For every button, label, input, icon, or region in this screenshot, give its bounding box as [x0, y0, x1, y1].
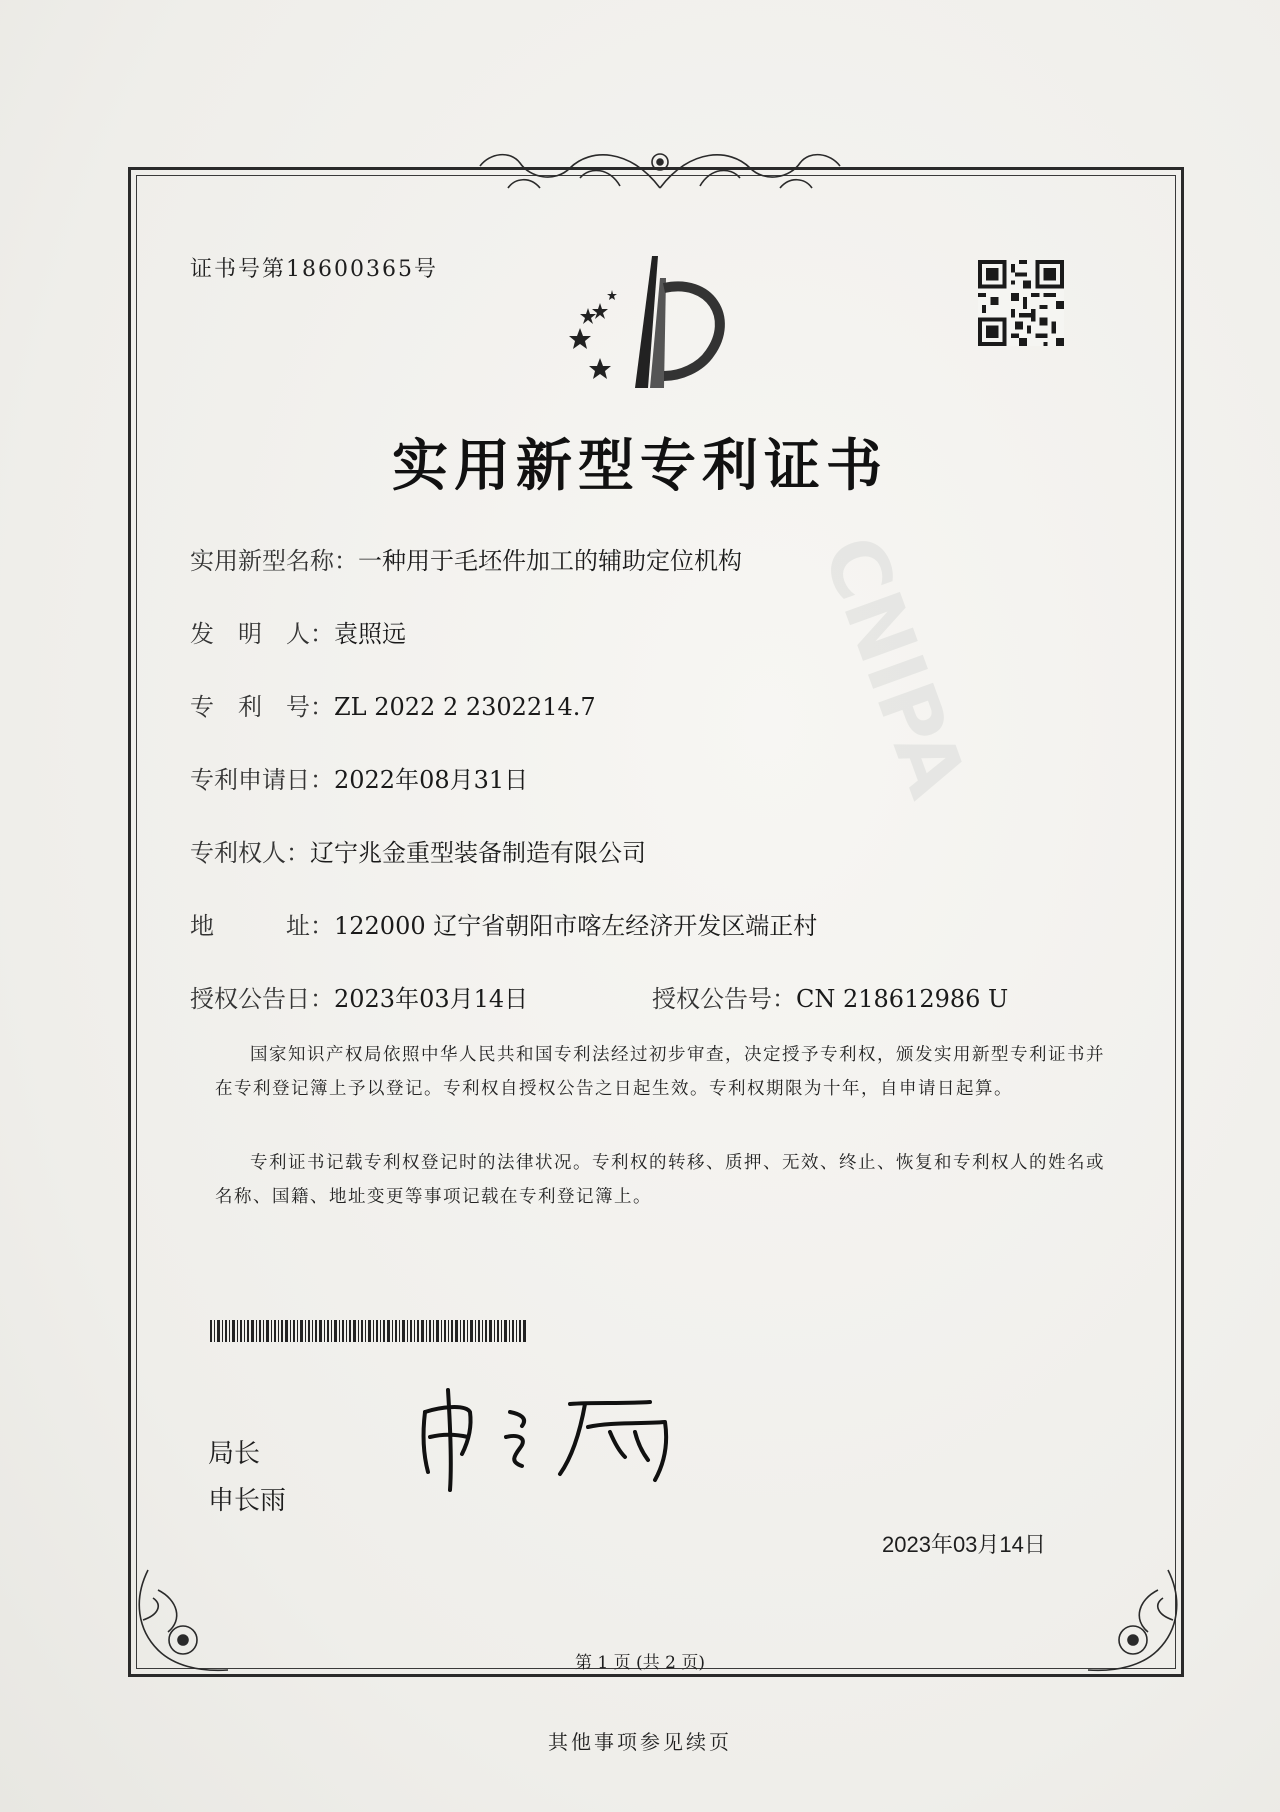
- field-label: 专 利 号：: [190, 693, 334, 721]
- field-value: 袁照远: [334, 620, 406, 648]
- field-grant-date: [190, 979, 528, 1014]
- field-label: 授权公告号：: [652, 985, 796, 1013]
- signature-icon: [410, 1382, 680, 1492]
- signature-date: 2023年03月14日: [882, 1532, 1046, 1557]
- field-label: 地 址：: [190, 912, 334, 940]
- field-address: [190, 906, 817, 941]
- watermark: CNIPA: [804, 524, 984, 809]
- field-value: 2023年03月14日: [334, 985, 529, 1013]
- certificate-title: 实用新型专利证书: [392, 433, 888, 499]
- field-label: 授权公告日：: [190, 985, 334, 1013]
- statement-paragraph-2: 专利证书记载专利权登记时的法律状况。专利权的转移、质押、无效、终止、恢复和专利权人的姓名或名称、国籍、地址变更等事项记载在专利登记簿上。: [215, 1153, 1105, 1207]
- page-indicator: 第 1 页 (共 2 页): [575, 1653, 705, 1673]
- field-label: 实用新型名称：: [190, 547, 358, 575]
- continuation-note: 其他事项参见续页: [548, 1730, 732, 1754]
- field-grant-publication-number: [652, 979, 1008, 1014]
- field-patentee: [190, 833, 646, 868]
- field-label: 专利申请日：: [190, 766, 334, 794]
- field-value: 辽宁兆金重型装备制造有限公司: [310, 839, 646, 867]
- field-inventor: [190, 614, 406, 649]
- field-filing-date: [190, 760, 528, 795]
- field-value: ZL 2022 2 2302214.7: [334, 693, 596, 721]
- emblem-icon: [560, 248, 740, 398]
- field-patent-number: [190, 687, 596, 722]
- director-name: 申长雨: [208, 1486, 287, 1516]
- certificate-number: 证书号第18600365号: [190, 257, 438, 282]
- barcode-icon: [210, 1320, 528, 1342]
- field-label: 发 明 人：: [190, 620, 334, 648]
- director-title: 局长: [208, 1439, 261, 1469]
- field-label: 专利权人：: [190, 839, 310, 867]
- field-value: 122000 辽宁省朝阳市喀左经济开发区端正村: [334, 912, 818, 940]
- field-value: 一种用于毛坯件加工的辅助定位机构: [358, 547, 742, 575]
- field-value: 2022年08月31日: [334, 766, 529, 794]
- qr-code-icon: [978, 260, 1064, 346]
- top-ornament-icon: [470, 138, 850, 196]
- field-value: CN 218612986 U: [796, 985, 1009, 1013]
- field-utility-model-name: [190, 541, 742, 576]
- statement-paragraph-1: 国家知识产权局依照中华人民共和国专利法经过初步审查，决定授予专利权，颁发实用新型专利证书并在专利登记簿上予以登记。专利权自授权公告之日起生效。专利权期限为十年，自申请日起算。: [215, 1045, 1105, 1099]
